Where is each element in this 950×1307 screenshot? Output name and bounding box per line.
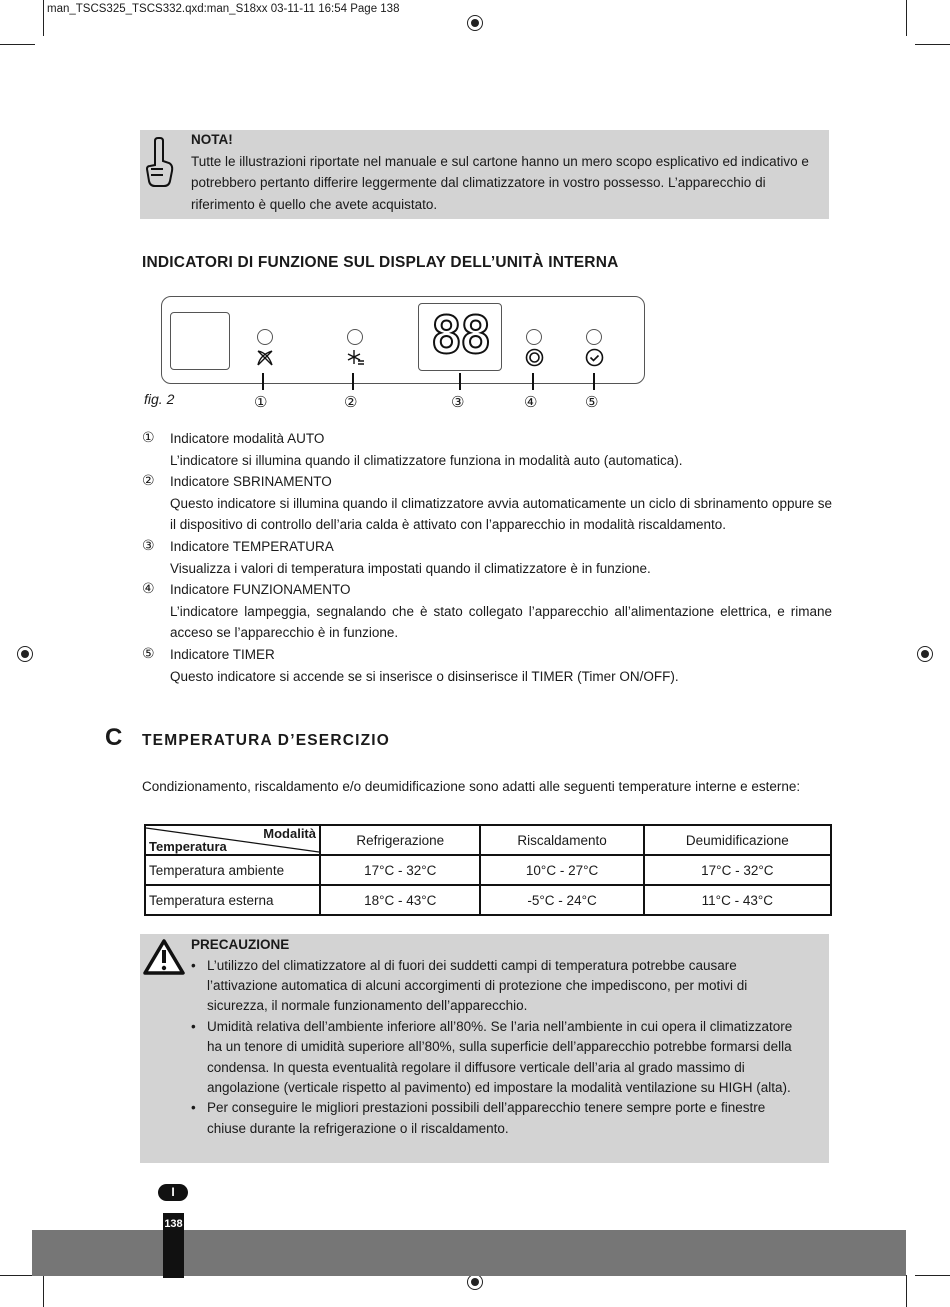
table-cell: 17°C - 32°C [644, 855, 831, 885]
column-header: Riscaldamento [480, 825, 643, 855]
item-title: Indicatore SBRINAMENTO [170, 474, 332, 490]
caution-title: PRECAUZIONE [191, 937, 290, 952]
table-row [145, 855, 831, 885]
callout-line [593, 373, 595, 390]
row-label: Temperatura esterna [145, 885, 320, 915]
defrost-icon [345, 349, 365, 367]
led-timer [586, 329, 602, 345]
table-cell: 10°C - 27°C [480, 855, 643, 885]
section-title-indicators: INDICATORI DI FUNZIONE SUL DISPLAY DELL’UNITÀ INTERNA [142, 254, 619, 271]
caution-box [140, 934, 829, 1163]
item-number: ② [142, 473, 155, 490]
display-digits: 88 [430, 306, 490, 366]
figure-label: fig. 2 [144, 391, 175, 407]
item-text: L’indicatore lampeggia, segnalando che è stato collegato l’apparecchio all’alimentazione elettrica, e rimane acceso se l’apparecchio è in funzione. [170, 603, 832, 641]
table-cell: 11°C - 43°C [644, 885, 831, 915]
receiver-window [170, 312, 230, 370]
language-badge: I [158, 1184, 188, 1201]
auto-fan-icon [256, 349, 274, 367]
caution-bullet: • Umidità relativa dell’ambiente inferiore all’80%. Se l’aria nell’ambiente in cui opera il climatizzatore ha un tenore di umidità superiore all’80%, sulla superficie dell’apparecchio potrebbe formarsi della condensa. In questa eventualità regolare il diffusore verticale dell’aria al grado massimo di angolazione (verticale rispetto al pavimento) ed impostare la modalità ventilazione su HIGH (alta). [189, 1017, 801, 1099]
section-title-temperature: TEMPERATURA D’ESERCIZIO [142, 732, 391, 749]
corner-bottom-label: Temperatura [149, 839, 227, 854]
page-number: 138 [163, 1213, 184, 1278]
temperature-display [418, 303, 502, 371]
section-intro: Condizionamento, riscaldamento e/o deumidificazione sono adatti alle seguenti temperature interne e esterne: [142, 779, 801, 794]
item-title: Indicatore FUNZIONAMENTO [170, 582, 351, 598]
callout-2: ② [344, 393, 358, 411]
callout-line [532, 373, 534, 390]
file-header: man_TSCS325_TSCS332.qxd:man_S18xx 03-11-11 16:54 Page 138 [47, 3, 400, 15]
indicator-item [142, 536, 832, 579]
operation-icon [525, 348, 544, 367]
led-operation [526, 329, 542, 345]
timer-clock-icon [585, 348, 604, 367]
warning-triangle-icon [143, 939, 185, 975]
indicator-item [142, 644, 832, 687]
item-title: Indicatore modalità AUTO [170, 431, 325, 446]
crop-mark [43, 0, 44, 36]
crop-mark [906, 0, 907, 36]
crop-mark [0, 1275, 35, 1276]
indicator-item [142, 471, 832, 536]
pointing-hand-icon [145, 136, 175, 188]
item-number: ⑤ [142, 645, 155, 662]
registration-mark-icon [17, 646, 33, 662]
corner-top-label: Modalità [263, 826, 316, 841]
callout-line [262, 373, 264, 390]
table-cell: 18°C - 43°C [320, 885, 480, 915]
registration-mark-icon [467, 1274, 483, 1290]
indicator-item [142, 428, 832, 471]
table-header-row [145, 825, 831, 855]
display-panel-figure [161, 296, 645, 384]
note-title: NOTA! [191, 132, 233, 147]
callout-4: ④ [524, 393, 538, 411]
indicator-list [142, 428, 832, 687]
item-title: Indicatore TEMPERATURA [170, 538, 334, 554]
led-auto [257, 329, 273, 345]
item-title: Indicatore TIMER [170, 646, 275, 662]
corner-cell [145, 825, 320, 855]
section-letter: C [105, 724, 123, 751]
temperature-table [144, 824, 832, 916]
table-cell: -5°C - 24°C [480, 885, 643, 915]
note-box [140, 130, 829, 219]
item-number: ④ [142, 581, 155, 598]
crop-mark [915, 44, 950, 45]
callout-5: ⑤ [585, 393, 599, 411]
callout-line [459, 373, 461, 390]
caution-list [189, 956, 801, 1140]
callout-line [352, 373, 354, 390]
callout-1: ① [254, 393, 268, 411]
column-header: Deumidificazione [644, 825, 831, 855]
crop-mark [43, 1275, 44, 1307]
row-label: Temperatura ambiente [145, 855, 320, 885]
caution-bullet: • Per conseguire le migliori prestazioni possibili dell’apparecchio tenere sempre porte e finestre chiuse durante la refrigerazione o il riscaldamento. [189, 1098, 801, 1139]
item-text: L’indicatore si illumina quando il climatizzatore funziona in modalità auto (automatica). [170, 452, 683, 468]
column-header: Refrigerazione [320, 825, 480, 855]
item-text: Questo indicatore si accende se si inserisce o disinserisce il TIMER (Timer ON/OFF). [170, 668, 679, 684]
table-cell: 17°C - 32°C [320, 855, 480, 885]
item-text: Visualizza i valori di temperatura impostati quando il climatizzatore è in funzione. [170, 560, 651, 576]
crop-mark [915, 1275, 950, 1276]
note-text: Tutte le illustrazioni riportate nel manuale e sul cartone hanno un mero scopo esplicativo ed indicativo e potrebbero pertanto differire leggermente dal climatizzatore in vostro possesso. L’apparecchio di riferimento è quello che avete acquistato. [191, 153, 809, 212]
indicator-item [142, 579, 832, 644]
led-defrost [347, 329, 363, 345]
item-number: ① [142, 430, 155, 446]
caution-bullet: • L’utilizzo del climatizzatore al di fuori dei suddetti campi di temperatura potrebbe causare l’attivazione automatica di alcuni accorgimenti di protezione che impediscono, per motivi di sicurezza, il normale funzionamento dell’apparecchio. [189, 956, 801, 1017]
registration-mark-icon [467, 15, 483, 31]
crop-mark [0, 44, 35, 45]
table-row [145, 885, 831, 915]
callout-3: ③ [451, 393, 465, 411]
crop-mark [906, 1275, 907, 1307]
registration-mark-icon [917, 646, 933, 662]
item-number: ③ [142, 537, 155, 554]
item-text: Questo indicatore si illumina quando il climatizzatore avvia automaticamente un ciclo di sbrinamento oppure se il dispositivo di controllo dell’aria calda è attivato con l’apparecchio in modalità riscaldamento. [170, 495, 832, 533]
